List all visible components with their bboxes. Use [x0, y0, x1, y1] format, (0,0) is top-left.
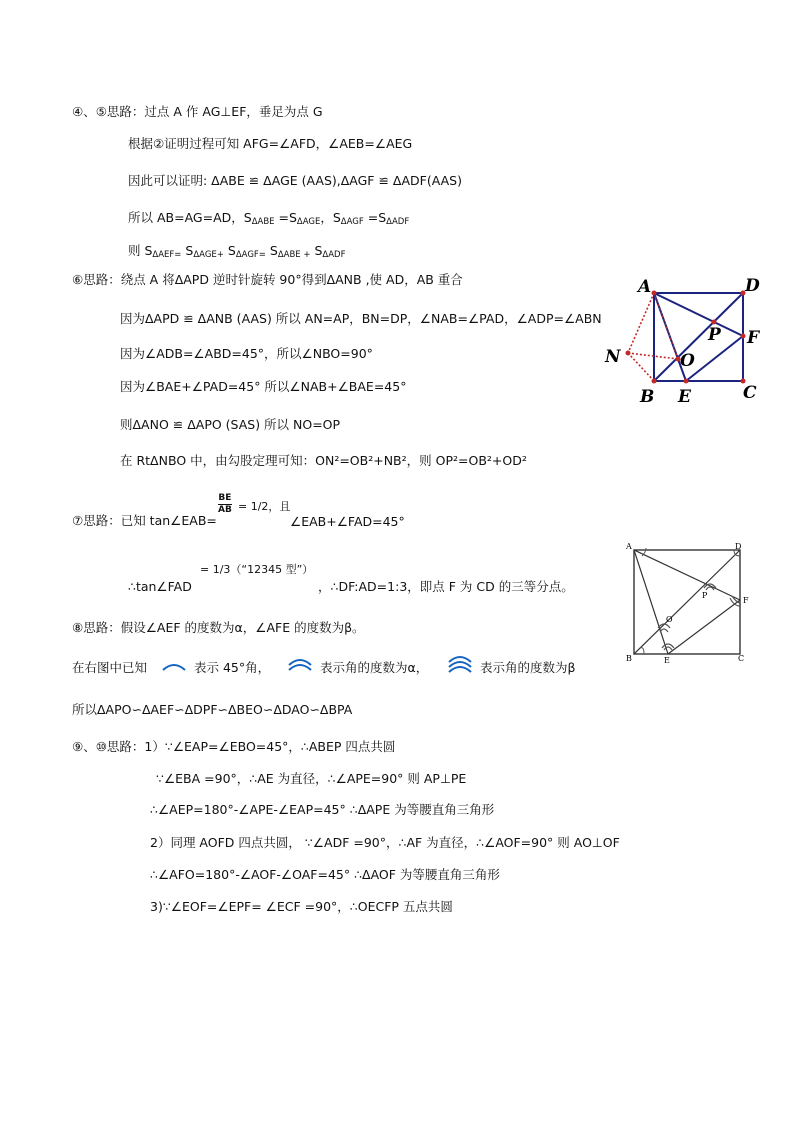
label-a-2: A — [626, 542, 632, 551]
s7-half: = 1/2，且 — [238, 500, 291, 513]
s8-legend-label: 在右图中已知 — [72, 660, 148, 675]
label-c: C — [743, 383, 757, 403]
s7-line-2a: ∴tan∠FAD — [128, 579, 192, 594]
s9-line-2: ∵∠EBA =90°，∴AE 为直径，∴∠APE=90° 则 AP⊥PE — [156, 771, 467, 786]
point-e — [684, 379, 689, 384]
label-e: E — [678, 387, 691, 407]
label-c-2: C — [738, 654, 745, 663]
figure-square-rotation — [600, 272, 770, 407]
label-p: P — [708, 325, 721, 345]
label-o: O — [680, 351, 695, 371]
point-a — [652, 291, 657, 296]
single-arc-icon — [160, 658, 188, 672]
point-p — [712, 320, 717, 325]
s45-line-1: ④、⑤思路：过点 A 作 AG⊥EF，垂足为点 G — [72, 104, 323, 119]
label-o-2: O — [666, 615, 673, 624]
label-d: D — [745, 276, 760, 296]
dotted-an — [628, 293, 654, 353]
s6-line-5: 则ΔANO ≌ ΔAPO (SAS) 所以 NO=OP — [120, 417, 341, 432]
point-b — [652, 379, 657, 384]
s6-line-4: 因为∠BAE+∠PAD=45° 所以∠NAB+∠BAE=45° — [120, 379, 407, 394]
label-a: A — [638, 277, 652, 297]
s45-line-2: 根据②证明过程可知 AFG=∠AFD，∠AEB=∠AEG — [128, 136, 413, 151]
label-d-2: D — [735, 542, 742, 551]
s8-legend-alpha: 表示角的度数为α， — [320, 660, 429, 675]
double-arc-icon — [286, 654, 314, 672]
label-b: B — [640, 387, 655, 407]
segment-bd-2 — [634, 550, 740, 654]
label-f: F — [747, 328, 760, 348]
s6-line-6: 在 RtΔNBO 中，由勾股定理可知：ON²=OB²+NB²，则 OP²=OB²+OD² — [120, 453, 527, 468]
figure-square-similar — [622, 540, 754, 668]
arc-mark-b — [640, 648, 644, 654]
s45-line-3: 因此可以证明: ΔABE ≌ ΔAGE (AAS),ΔAGF ≌ ΔADF(AAS) — [128, 173, 462, 188]
segment-bd — [654, 293, 743, 381]
s8-line-3: 所以ΔAPO∽ΔAEF∽ΔDPF∽ΔBEO∽ΔDAO∽ΔBPA — [72, 702, 353, 717]
point-n — [626, 351, 631, 356]
label-n: N — [605, 347, 621, 367]
s6-line-1: ⑥思路：绕点 A 将ΔAPD 逆时针旋转 90°得到ΔANB ,使 AD，AB 重合 — [72, 272, 463, 287]
s45-line-4: 所以 AB=AG=AD，$S_{\Delta ABE} =S_{\Delta AGE}$，$S_{\Delta AGF} =S_{\Delta ADF}$ — [128, 210, 410, 227]
s8-legend-45: 表示 45°角， — [194, 660, 271, 675]
s8-legend-beta: 表示角的度数为β — [480, 660, 576, 675]
s6-line-2: 因为ΔAPD ≌ ΔANB (AAS) 所以 AN=AP，BN=DP，∠NAB=∠PAD，∠ADP=∠ABN — [120, 311, 602, 326]
triple-arc-icon — [446, 652, 474, 674]
arc-mark-e2 — [664, 647, 672, 650]
s7-third: = 1/3（“12345 型”） — [200, 563, 314, 576]
dotted-nb — [628, 353, 654, 381]
label-f-2: F — [743, 596, 749, 605]
label-p-2: P — [702, 591, 708, 600]
s9-line-1: ⑨、⑩思路：1）∵∠EAP=∠EBO=45°，∴ABEP 四点共圆 — [72, 739, 396, 754]
s6-line-3: 因为∠ADB=∠ABD=45°，所以∠NBO=90° — [120, 346, 373, 361]
label-e-2: E — [664, 656, 670, 665]
s7-line-2b: ，∴DF:AD=1:3，即点 F 为 CD 的三等分点。 — [318, 579, 574, 594]
segment-ef-2 — [668, 600, 740, 654]
segment-ae-2 — [634, 550, 668, 654]
segment-af-2 — [634, 550, 740, 600]
s7-line-1: ⑦思路：已知 tan∠EAB= — [72, 513, 217, 528]
point-f — [741, 334, 746, 339]
label-b-2: B — [626, 654, 632, 663]
s7-angle-sum: ∠EAB+∠FAD=45° — [290, 514, 405, 529]
fraction-be-ab: $\frac{BE}{AB}$ — [218, 493, 232, 515]
s45-line-5: 则 $S_{\Delta AEF=}$ $S_{\Delta AGE+}$ $S_{\Delta AGF=}$ $S_{\Delta ABE +}$ $S_{\Delta ADF}$ — [128, 243, 346, 260]
s8-line-1: ⑧思路：假设∠AEF 的度数为α，∠AFE 的度数为β。 — [72, 620, 365, 635]
s9-line-3: ∴∠AEP=180°-∠APE-∠EAP=45° ∴ΔAPE 为等腰直角三角形 — [150, 802, 495, 817]
s9-line-5: ∴∠AFO=180°-∠AOF-∠OAF=45° ∴ΔAOF 为等腰直角三角形 — [150, 867, 500, 882]
s9-line-4: 2）同理 AOFD 四点共圆， ∵∠ADF =90°，∴AF 为直径，∴∠AOF=90° 则 AO⊥OF — [150, 835, 620, 850]
s9-line-6: 3)∵∠EOF=∠EPF= ∠ECF =90°，∴OECFP 五点共圆 — [150, 899, 453, 914]
